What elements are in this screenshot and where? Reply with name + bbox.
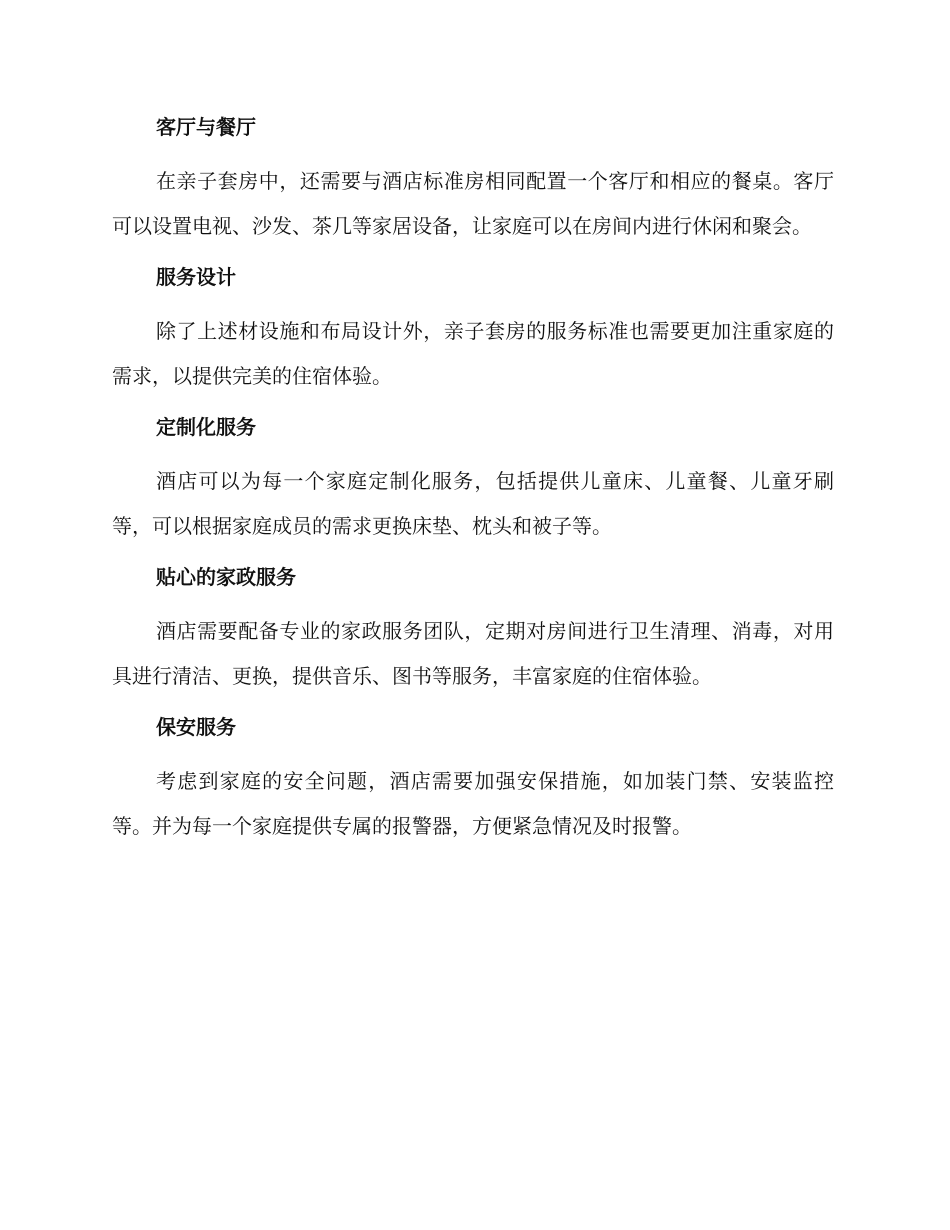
section-paragraph: 在亲子套房中，还需要与酒店标准房相同配置一个客厅和相应的餐桌。客厅可以设置电视、沙发、茶几等家居设备，让家庭可以在房间内进行休闲和聚会。 (112, 169, 834, 238)
section-housekeeping-service (112, 562, 834, 699)
section-security-service (112, 712, 834, 849)
section-paragraph: 除了上述材设施和布局设计外，亲子套房的服务标准也需要更加注重家庭的需求，以提供完美的住宿体验。 (112, 319, 834, 388)
section-service-design (112, 262, 834, 399)
section-heading: 定制化服务 (156, 415, 256, 439)
section-paragraph: 考虑到家庭的安全问题，酒店需要加强安保措施，如加装门禁、安装监控等。并为每一个家庭提供专属的报警器，方便紧急情况及时报警。 (112, 769, 834, 838)
section-heading: 客厅与餐厅 (156, 115, 256, 139)
section-living-dining (112, 112, 834, 249)
section-customized-service (112, 412, 834, 549)
section-paragraph: 酒店需要配备专业的家政服务团队，定期对房间进行卫生清理、消毒，对用具进行清洁、更换，提供音乐、图书等服务，丰富家庭的住宿体验。 (112, 619, 834, 688)
section-heading: 贴心的家政服务 (156, 565, 296, 589)
section-heading: 服务设计 (156, 265, 236, 289)
section-heading: 保安服务 (156, 715, 236, 739)
section-paragraph: 酒店可以为每一个家庭定制化服务，包括提供儿童床、儿童餐、儿童牙刷等，可以根据家庭成员的需求更换床垫、枕头和被子等。 (112, 469, 834, 538)
document-page (112, 112, 834, 862)
